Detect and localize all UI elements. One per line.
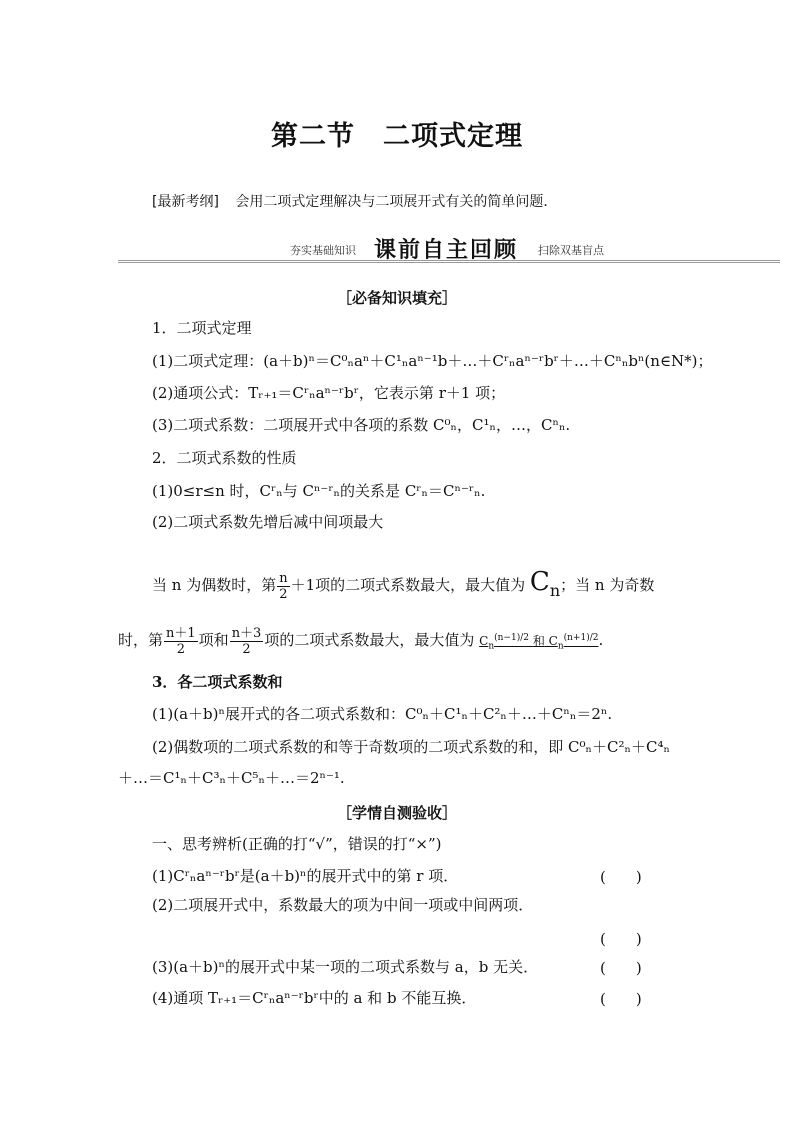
question-3: (3)(a＋b)ⁿ的展开式中某一项的二项式系数与 a，b 无关． <box>152 958 539 976</box>
odd-n-text-c: 项的二项式系数最大，最大值为 <box>264 631 475 649</box>
even-odd-sum-line2: ＋…＝C¹ₙ＋C³ₙ＋C⁵ₙ＋…＝2ⁿ⁻¹. <box>118 769 345 787</box>
exam-outline <box>152 192 557 212</box>
fraction-n-plus-3-over-2: $\frac{n+3}{2}$ <box>231 625 262 657</box>
exam-outline-tag: [最新考纲] <box>152 194 219 210</box>
plus-one: ＋1 <box>290 576 316 594</box>
page-title: 第二节 二项式定理 <box>271 121 523 152</box>
even-n-text-b: 项的二项式系数最大，最大值为 <box>315 576 526 594</box>
even-n-text-a: 当 n 为偶数时，第 <box>152 576 277 594</box>
heading-coefficient-properties: 2．二项式系数的性质 <box>152 449 297 467</box>
unimodal-property: (2)二项式系数先增后减中间项最大 <box>152 513 384 531</box>
max-coefficient-even: $C_n$ <box>529 567 561 601</box>
section-heading-knowledge: ［必备知识填充］ <box>336 289 457 307</box>
banner-rule <box>118 260 780 263</box>
banner-center-text: 课前自主回顾 <box>374 238 519 263</box>
answer-blank-3[interactable]: ( ) <box>600 959 642 977</box>
max-coefficient-odd: $C_n^{(n-1)/2}$ 和 $C_n^{(n+1)/2}$ <box>479 633 599 652</box>
binomial-coefficient-def: (3)二项式系数：二项展开式中各项的系数 C⁰ₙ，C¹ₙ，…，Cⁿₙ. <box>152 416 571 434</box>
question-4: (4)通项 Tᵣ₊₁＝Cʳₙaⁿ⁻ʳbʳ中的 a 和 b 不能互换． <box>152 989 477 1007</box>
odd-n-line: 时，第 $\frac{n+1}{2}$ 项和 $\frac{n+3}{2}$ 项的二项式系数最大，最大值为 $C_n^{(n-1)/2}$ 和 $C_n^{(n+1)/2}$. <box>118 625 604 657</box>
fraction-n-plus-1-over-2: $\frac{n+1}{2}$ <box>166 625 196 657</box>
even-n-text-c: ；当 n 为奇数 <box>560 576 655 594</box>
heading-coefficient-sum: 3．各二项式系数和 <box>152 673 283 691</box>
fraction-n-over-2: $\frac{n}{2}$ <box>279 570 288 602</box>
banner-right-text: 扫除双基盲点 <box>538 244 604 257</box>
coefficient-sum-formula: (1)(a＋b)ⁿ展开式的各二项式系数和：C⁰ₙ＋C¹ₙ＋C²ₙ＋…＋Cⁿₙ＝2ⁿ. <box>152 705 613 723</box>
section-heading-self-test: ［学情自测验收］ <box>336 804 457 822</box>
odd-n-text-a: 时，第 <box>118 631 164 649</box>
banner-left-text: 夯实基础知识 <box>290 244 356 257</box>
heading-binomial-theorem: 1．二项式定理 <box>152 319 252 337</box>
odd-n-text-b: 项和 <box>198 631 229 649</box>
question-2: (2)二项展开式中，系数最大的项为中间一项或中间两项． <box>152 896 534 914</box>
exam-outline-text: 会用二项式定理解决与二项展开式有关的简单问题． <box>235 194 558 210</box>
question-1: (1)Cʳₙaⁿ⁻ʳbʳ是(a＋b)ⁿ的展开式中的第 r 项． <box>152 867 459 885</box>
even-n-line <box>152 560 654 613</box>
section-banner <box>118 230 780 270</box>
binomial-theorem-formula: (1)二项式定理：(a＋b)ⁿ＝C⁰ₙaⁿ＋C¹ₙaⁿ⁻¹b＋…＋Cʳₙaⁿ⁻ʳbʳ＋…＋Cⁿₙbⁿ(n∈N*)； <box>152 352 713 370</box>
symmetry-property: (1)0≤r≤n 时，Cʳₙ与 Cⁿ⁻ʳₙ的关系是 Cʳₙ＝Cⁿ⁻ʳₙ. <box>152 482 486 500</box>
answer-blank-4[interactable]: ( ) <box>600 990 642 1008</box>
answer-blank-1[interactable]: ( ) <box>600 868 642 886</box>
judgement-heading: 一、思考辨析(正确的打“√”，错误的打“×”) <box>152 835 442 853</box>
answer-blank-2[interactable]: ( ) <box>600 930 642 948</box>
even-odd-sum-line1: (2)偶数项的二项式系数的和等于奇数项的二项式系数的和，即 C⁰ₙ＋C²ₙ＋C⁴ₙ <box>152 738 670 756</box>
general-term-formula: (2)通项公式：Tᵣ₊₁＝Cʳₙaⁿ⁻ʳbʳ，它表示第 r＋1 项； <box>152 384 506 402</box>
